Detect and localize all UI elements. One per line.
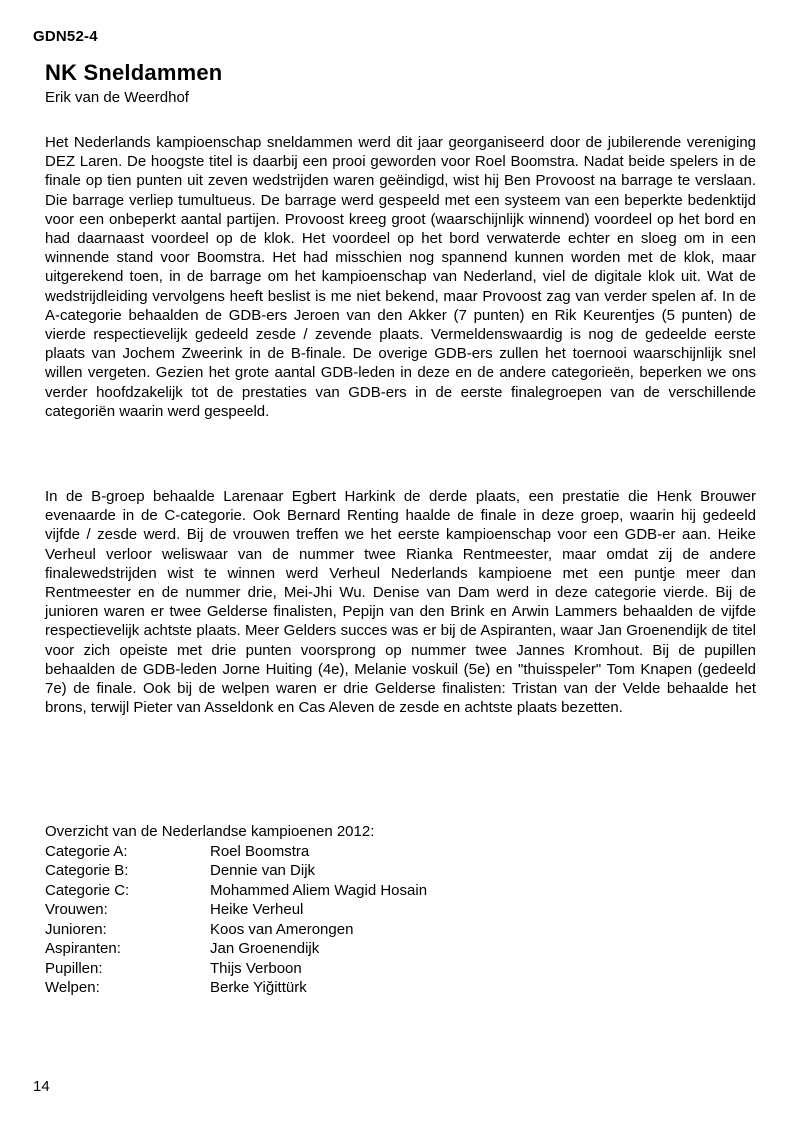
champion-row [45,939,756,959]
champion-row [45,861,756,881]
champion-name: Berke Yiğittürk [210,979,307,996]
doc-code: GDN52-4 [33,28,98,45]
champion-row [45,920,756,940]
author-byline: Erik van de Weerdhof [45,89,189,106]
champion-row [45,900,756,920]
champion-name: Jan Groenendijk [210,940,320,957]
page-title: NK Sneldammen [45,60,223,85]
category-label: Categorie C: [45,881,130,899]
category-label: Categorie A: [45,842,128,860]
champion-row [45,959,756,979]
article-paragraph-1: Het Nederlands kampioenschap sneldammen werd dit jaar georganiseerd door de jubilerende vereniging DEZ Laren. De hoogste titel is daarbij een prooi geworden voor Roel Boomstra. Nadat beide spelers in de finale op tien punten uit zeven wedstrijden waren geëindigd, wist hij Ben Provoost na barrage te verslaan. Die barrage verliep tumultueus. De barrage werd gespeeld met een systeem van een beperkte bedenktijd voor een onbeperkt aantal partijen. Provoost kreeg groot (waarschijnlijk winnend) voordeel op het bord en had daarnaast voordeel op de klok. Het voordeel op het bord verwaterde echter en sloeg om in een winnende stand voor Boomstra. Het had misschien nog spannend kunnen worden met de klok, maar uitgerekend toen, in de barrage om het kampioenschap van Nederland, viel de digitale klok uit. Wat de wedstrijdleiding vervolgens heeft beslist is me niet bekend, maar Provoost zag van verder spelen af. In de A-categorie behaalden de GDB-ers Jeroen van den Akker (7 punten) en Rik Keurentjes (5 punten) de vierde respectievelijk gedeeld zesde / zevende plaats. Vermeldenswaardig is nog de gedeelde eerste plaats van Jochem Zweerink in de B-finale. De overige GDB-ers zullen het toernooi waarschijnlijk snel willen vergeten. Gezien het grote aantal GDB-leden in deze en de andere categorieën, beperken we ons verder hoofdzakelijk tot de prestaties van GDB-ers in de eerste finalegroepen van de verschillende categoriën waarin werd gespeeld. [45,134,756,420]
champion-name: Roel Boomstra [210,842,310,860]
champion-name: Dennie van Dijk [210,862,316,879]
champion-name: Thijs Verboon [210,959,302,977]
champion-name: Koos van Amerongen [210,920,354,938]
champion-row [45,978,756,998]
category-label: Welpen: [45,979,100,996]
champion-name: Mohammed Aliem Wagid Hosain [210,881,428,899]
champion-name: Heike Verheul [210,901,304,918]
category-label: Pupillen: [45,959,103,977]
category-label: Categorie B: [45,862,129,879]
champion-row [45,842,756,862]
page-number: 14 [33,1078,50,1095]
champions-overview [45,822,756,998]
champions-heading: Overzicht van de Nederlandse kampioenen 2012: [45,823,375,840]
article-paragraph-2: In de B-groep behaalde Larenaar Egbert Harkink de derde plaats, een prestatie die Henk Brouwer evenaarde in de C-categorie. Ook Bernard Renting haalde de finale in deze groep, waarin hij gedeeld vijfde / zesde werd. Bij de vrouwen treffen we het eerste kampioenschap voor een GDB-er aan. Heike Verheul verloor weliswaar van de nummer twee Rianka Rentmeester, maar omdat zij de andere finalewedstrijden wist te winnen werd Verheul Nederlands kampioene met een puntje meer dan Rentmeester en de nummer drie, Mei-Jhi Wu. Denise van Dam werd in deze categorie vierde. Bij de junioren waren er twee Gelderse finalisten, Pepijn van den Brink en Arwin Lammers behaalden de vijfde respectievelijk achtste plaats. Meer Gelders succes was er bij de Aspiranten, waar Jan Groenendijk de titel voor zich opeiste met drie punten voorsprong op nummer twee Jannes Kromhout. Bij de pupillen behaalden de GDB-leden Jorne Huiting (4e), Melanie voskuil (5e) en "thuisspeler" Tom Knapen (gedeeld 7e) de finale. Ook bij de welpen waren er drie Gelderse finalisten: Tristan van der Velde behaalde het brons, terwijl Pieter van Asseldonk en Cas Aleven de zesde en achtste plaats bezetten. [45,488,756,717]
champion-row [45,881,756,901]
category-label: Vrouwen: [45,901,108,918]
category-label: Junioren: [45,920,107,938]
category-label: Aspiranten: [45,940,121,957]
